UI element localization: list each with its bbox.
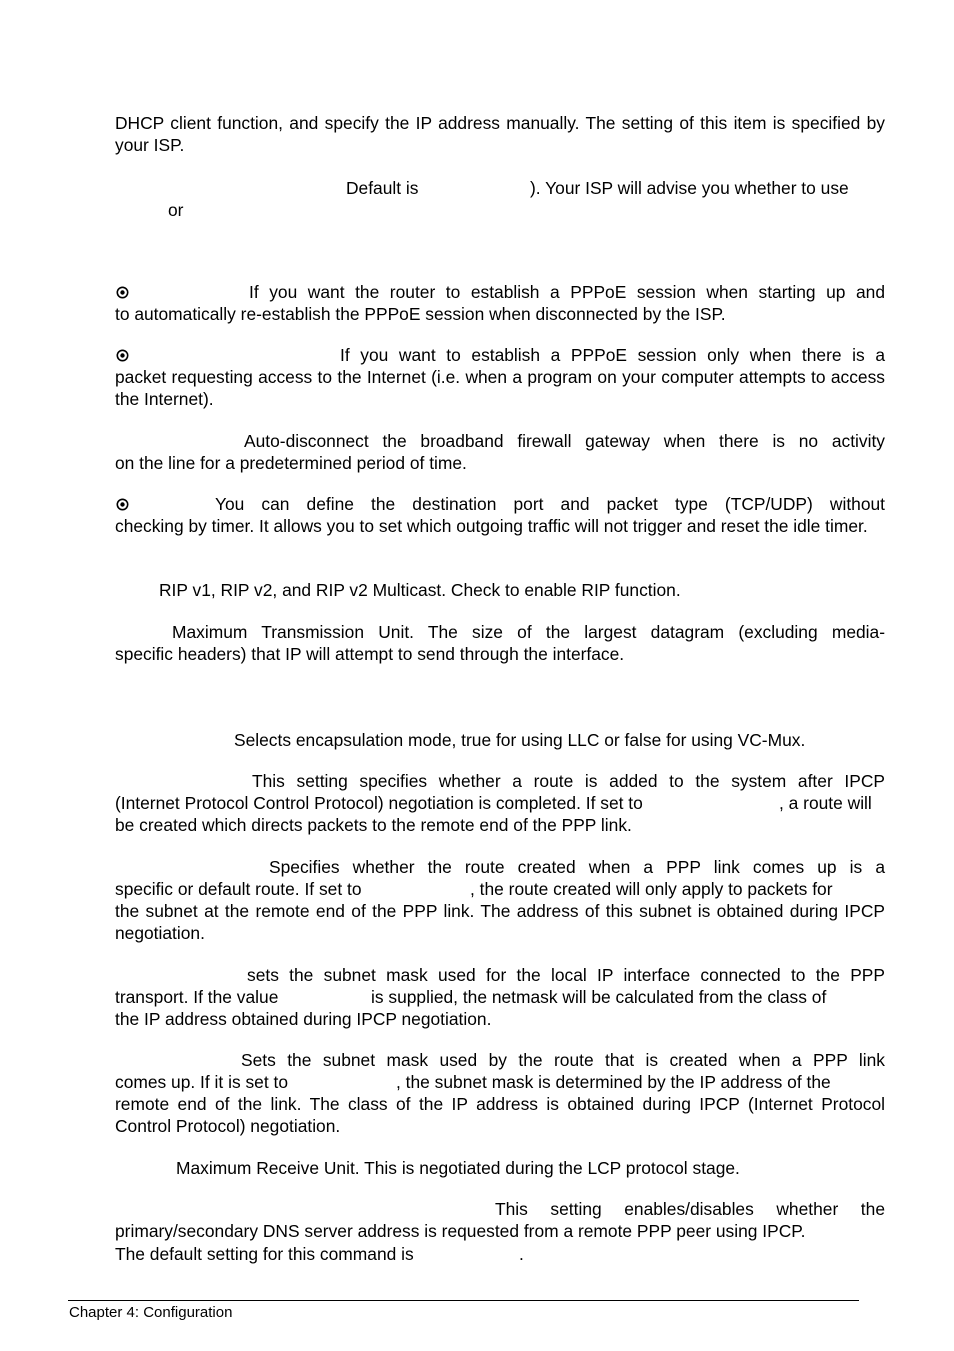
subnet-route-text-2: specific or default route. If set to xyxy=(115,879,362,899)
port-filter-text-cont: checking by timer. It allows you to set which outgoing traffic will not trigger and reset the idle timer. xyxy=(115,516,868,536)
dns-request-text-2: primary/secondary DNS server address is requested from a remote PPP peer using IPCP. xyxy=(115,1221,806,1241)
port-filter-text: You can define the destination port and packet type (TCP/UDP) without xyxy=(215,494,885,514)
rip-text: RIP v1, RIP v2, and RIP v2 Multicast. Check to enable RIP function. xyxy=(159,580,681,600)
radio-bullet-icon xyxy=(115,285,130,300)
route-mask-text: Sets the subnet mask used by the route that is created when a PPP link xyxy=(241,1050,885,1070)
default-is-text: Default is xyxy=(346,178,419,198)
encapsulation-text: Selects encapsulation mode, true for using LLC or false for using VC-Mux. xyxy=(234,730,806,750)
add-route-text-4: be created which directs packets to the remote end of the PPP link. xyxy=(115,815,632,835)
route-mask-text-3: , the subnet mask is determined by the IP address of the xyxy=(396,1072,831,1092)
idle-timeout-text-cont: on the line for a predetermined period of time. xyxy=(115,453,467,473)
mtu-text-cont: specific headers) that IP will attempt to send through the interface. xyxy=(115,644,625,664)
on-demand-text: If you want to establish a PPPoE session only when there is a xyxy=(340,345,885,365)
idle-timeout-text: Auto-disconnect the broadband firewall gateway when there is no activity xyxy=(244,431,885,451)
mtu-text: Maximum Transmission Unit. The size of the largest datagram (excluding media- xyxy=(172,622,885,642)
isp-advise-text: ). Your ISP will advise you whether to use xyxy=(530,178,849,198)
dns-request-text-3: The default setting for this command is xyxy=(115,1244,414,1264)
subnet-route-text: Specifies whether the route created when a PPP link comes up is a xyxy=(269,857,885,877)
route-mask-text-4: remote end of the link. The class of the IP address is obtained during IPCP (Internet Protocol Control Protocol) negotiation. xyxy=(115,1094,885,1137)
add-route-text-2: (Internet Protocol Control Protocol) negotiation is completed. If set to xyxy=(115,793,643,813)
dns-request-period: . xyxy=(519,1244,524,1264)
paragraph-dhcp: DHCP client function, and specify the IP address manually. The setting of this item is specified by your ISP. xyxy=(115,113,885,156)
always-on-text-cont: to automatically re-establish the PPPoE session when disconnected by the ISP. xyxy=(115,304,726,324)
radio-bullet-icon xyxy=(115,497,130,512)
mru-text: Maximum Receive Unit. This is negotiated during the LCP protocol stage. xyxy=(176,1158,740,1178)
radio-bullet-icon xyxy=(115,348,130,363)
dns-request-text: This setting enables/disables whether the xyxy=(495,1199,885,1219)
footer-rule xyxy=(68,1300,859,1301)
netmask-text-2: transport. If the value xyxy=(115,987,279,1007)
or-text: or xyxy=(168,200,184,220)
add-route-text: This setting specifies whether a route is added to the system after IPCP xyxy=(252,771,885,791)
route-mask-text-2: comes up. If it is set to xyxy=(115,1072,289,1092)
always-on-text: If you want the router to establish a PPPoE session when starting up and xyxy=(249,282,885,302)
subnet-route-text-3: , the route created will only apply to packets for xyxy=(470,879,833,899)
netmask-text: sets the subnet mask used for the local IP interface connected to the PPP xyxy=(247,965,885,985)
netmask-text-3: is supplied, the netmask will be calculated from the class of xyxy=(371,987,827,1007)
on-demand-text-cont: packet requesting access to the Internet (i.e. when a program on your computer attempts to access the Internet). xyxy=(115,367,885,410)
add-route-text-3: , a route will xyxy=(779,793,872,813)
chapter-footer: Chapter 4: Configuration xyxy=(69,1304,233,1321)
netmask-text-4: the IP address obtained during IPCP negotiation. xyxy=(115,1009,492,1029)
subnet-route-text-4: the subnet at the remote end of the PPP link. The address of this subnet is obtained during IPCP negotiation. xyxy=(115,901,885,944)
